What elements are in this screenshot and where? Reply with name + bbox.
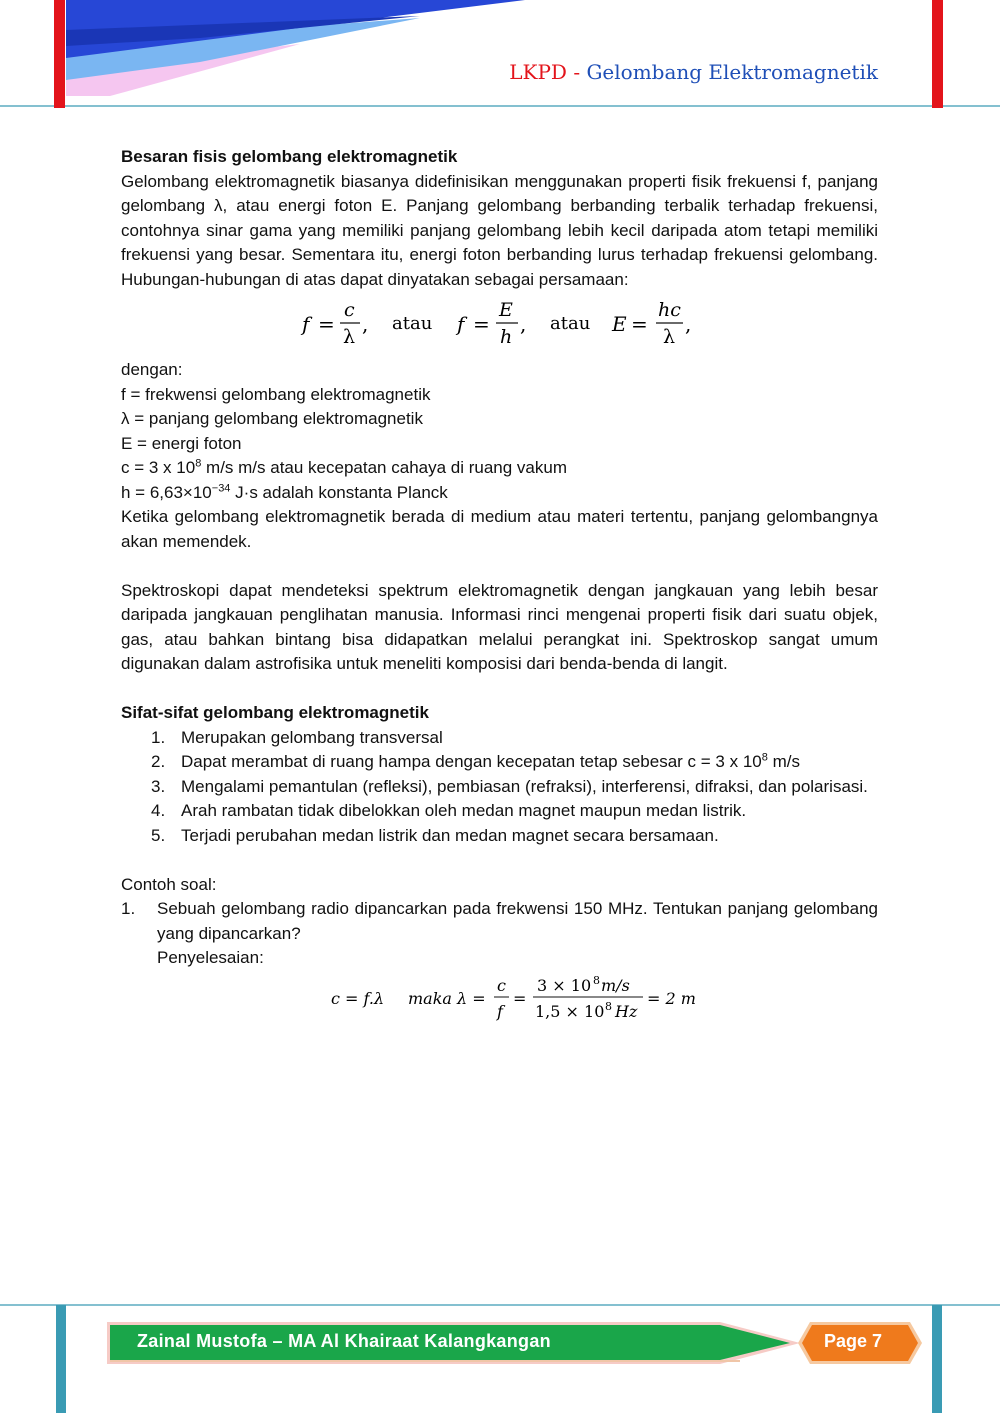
list-item (151, 775, 878, 800)
formula-lambda-1: λ (342, 326, 355, 348)
example-heading: Contoh soal: (121, 874, 217, 894)
list-item-text-suffix: m/s (767, 752, 800, 771)
solution-den-f: f (497, 1001, 503, 1021)
medium-paragraph: Ketika gelombang elektromagnetik berada di medium atau materi tertentu, panjang gelombangnya akan memendek. (121, 507, 878, 551)
def-c-prefix: c = 3 x 10 (121, 458, 196, 477)
def-h-exp: −34 (211, 481, 231, 494)
def-h-prefix: h = 6,63×10 (121, 482, 212, 502)
example-question-text: Sebuah gelombang radio dipancarkan pada frekwensi 150 MHz. Tentukan panjang gelombang yang dipancarkan? (157, 899, 878, 943)
main-content (121, 145, 878, 1027)
formula-f-c-lambda (300, 299, 368, 348)
def-lambda: λ = panjang gelombang elektromagnetik (121, 409, 423, 428)
def-c-exp: 8 (195, 457, 202, 470)
formula-atau-2: atau (549, 313, 590, 334)
formula-atau-1: atau (391, 313, 432, 334)
formula-eq-3: = (630, 312, 648, 336)
formula-comma-1: , (361, 312, 368, 336)
solution-num-c: c (497, 975, 506, 995)
formula-c: c (343, 299, 355, 321)
solution-num-exp: 8 (593, 973, 600, 987)
solution-result: = 2 m (647, 988, 696, 1008)
formula-eq-2: = (472, 312, 490, 336)
list-item (151, 726, 878, 751)
formula-eq-1: = (317, 312, 335, 336)
list-item (151, 750, 878, 775)
solution-num-val: 3 × 10 (537, 975, 592, 995)
formula-h: h (499, 326, 512, 348)
formula-E: E (498, 299, 513, 321)
list-item-text: Terjadi perubahan medan listrik dan medan magnet secara bersamaan. (181, 825, 719, 845)
formula-f-e-h (455, 299, 526, 348)
solution-lhs: c = f.λ (331, 988, 385, 1008)
solution-num-unit: m/s (601, 975, 630, 995)
page-number: Page 7 (824, 1331, 883, 1351)
header-topic: Gelombang Elektromagnetik (586, 60, 878, 84)
def-h (121, 481, 878, 506)
def-E: E = energi foton (121, 433, 242, 453)
def-c-suffix: m/s m/s atau kecepatan cahaya di ruang vakum (201, 458, 568, 477)
example-number: 1. (121, 899, 136, 918)
spectroscopy-paragraph: Spektroskopi dapat mendeteksi spektrum elektromagnetik dengan jangkauan yang lebih besar daripada jangkauan penglihatan manusia. Informasi rinci mengenai properti fisik dari suatu objek, gas, atau bahkan bintang bisa didapatkan melalui perangkat ini. Spektroskop sangat umum digunakan dalam astrofisika untuk meneliti komposisi dari benda-benda di langit. (121, 580, 878, 673)
list-item-text: Arah rambatan tidak dibelokkan oleh medan magnet maupun medan listrik. (181, 801, 747, 820)
section-heading-sifat: Sifat-sifat gelombang elektromagnetik (121, 703, 429, 722)
list-item-text-prefix: Dapat merambat di ruang hampa dengan kecepatan tetap sebesar c = 3 x 10 (181, 752, 762, 771)
formula-E-2: E (611, 312, 627, 336)
example-question (121, 897, 878, 946)
def-h-suffix: J·s adalah konstanta Planck (230, 482, 448, 502)
footer-decoration (0, 1300, 1000, 1413)
list-item-number: 4. (151, 801, 166, 820)
list-item-exp: 8 (761, 751, 768, 764)
solution-label-text: Penyelesaian: (157, 948, 264, 967)
section-paragraph-besaran: Gelombang elektromagnetik biasanya didefinisikan menggunakan properti fisik frekuensi f, panjang gelombang λ, atau energi foton E. Panjang gelombang berbanding terbalik terhadap frekuensi, contohnya sinar gama yang memiliki panjang gelombang lebih kecil daripada atom tetapi memiliki frekuensi yang besar. Sementara itu, energi foton berbanding lurus terhadap frekuensi gelombang. Hubungan-hubungan di atas dapat dinyatakan sebagai persamaan: (121, 171, 878, 289)
formula-f: f (301, 312, 309, 336)
header-lkpd: LKPD (509, 60, 567, 84)
dengan-label: dengan: (121, 360, 183, 379)
formula-comma-3: , (684, 312, 691, 336)
formula-e-hc-lambda (611, 299, 691, 348)
list-item-text: Merupakan gelombang transversal (181, 727, 443, 747)
solution-maka: maka λ = (408, 988, 486, 1008)
example-solution-label (121, 946, 878, 971)
list-item-text: Mengalami pemantulan (refleksi), pembiasan (refraksi), interferensi, difraksi, dan polarisasi. (181, 776, 868, 796)
list-item-number: 1. (151, 727, 166, 747)
solution-den-val: 1,5 × 10 (535, 1001, 605, 1021)
formula-f-2: f (456, 312, 464, 336)
formula-svg (300, 298, 700, 352)
solution-equation (121, 971, 878, 1027)
solution-den-unit: Hz (615, 1001, 638, 1021)
formula-block (121, 298, 878, 350)
solution-eq: = (513, 988, 527, 1008)
formula-lambda-2: λ (662, 326, 675, 348)
section-heading-besaran: Besaran fisis gelombang elektromagnetik (121, 147, 458, 166)
header-title (509, 60, 878, 84)
formula-hc: hc (657, 299, 681, 321)
def-c (121, 456, 878, 481)
list-item-number: 2. (151, 752, 166, 771)
def-f: f = frekwensi gelombang elektromagnetik (121, 384, 431, 404)
list-item-number: 5. (151, 825, 166, 845)
header-dash: - (573, 60, 581, 84)
solution-den-exp: 8 (605, 999, 612, 1013)
list-item (151, 799, 878, 824)
footer-author: Zainal Mustofa – MA Al Khairaat Kalangkangan (137, 1331, 551, 1351)
properties-list (121, 726, 878, 849)
list-item-number: 3. (151, 776, 166, 796)
header-decoration (0, 0, 1000, 112)
list-item (151, 824, 878, 849)
formula-comma-2: , (519, 312, 526, 336)
